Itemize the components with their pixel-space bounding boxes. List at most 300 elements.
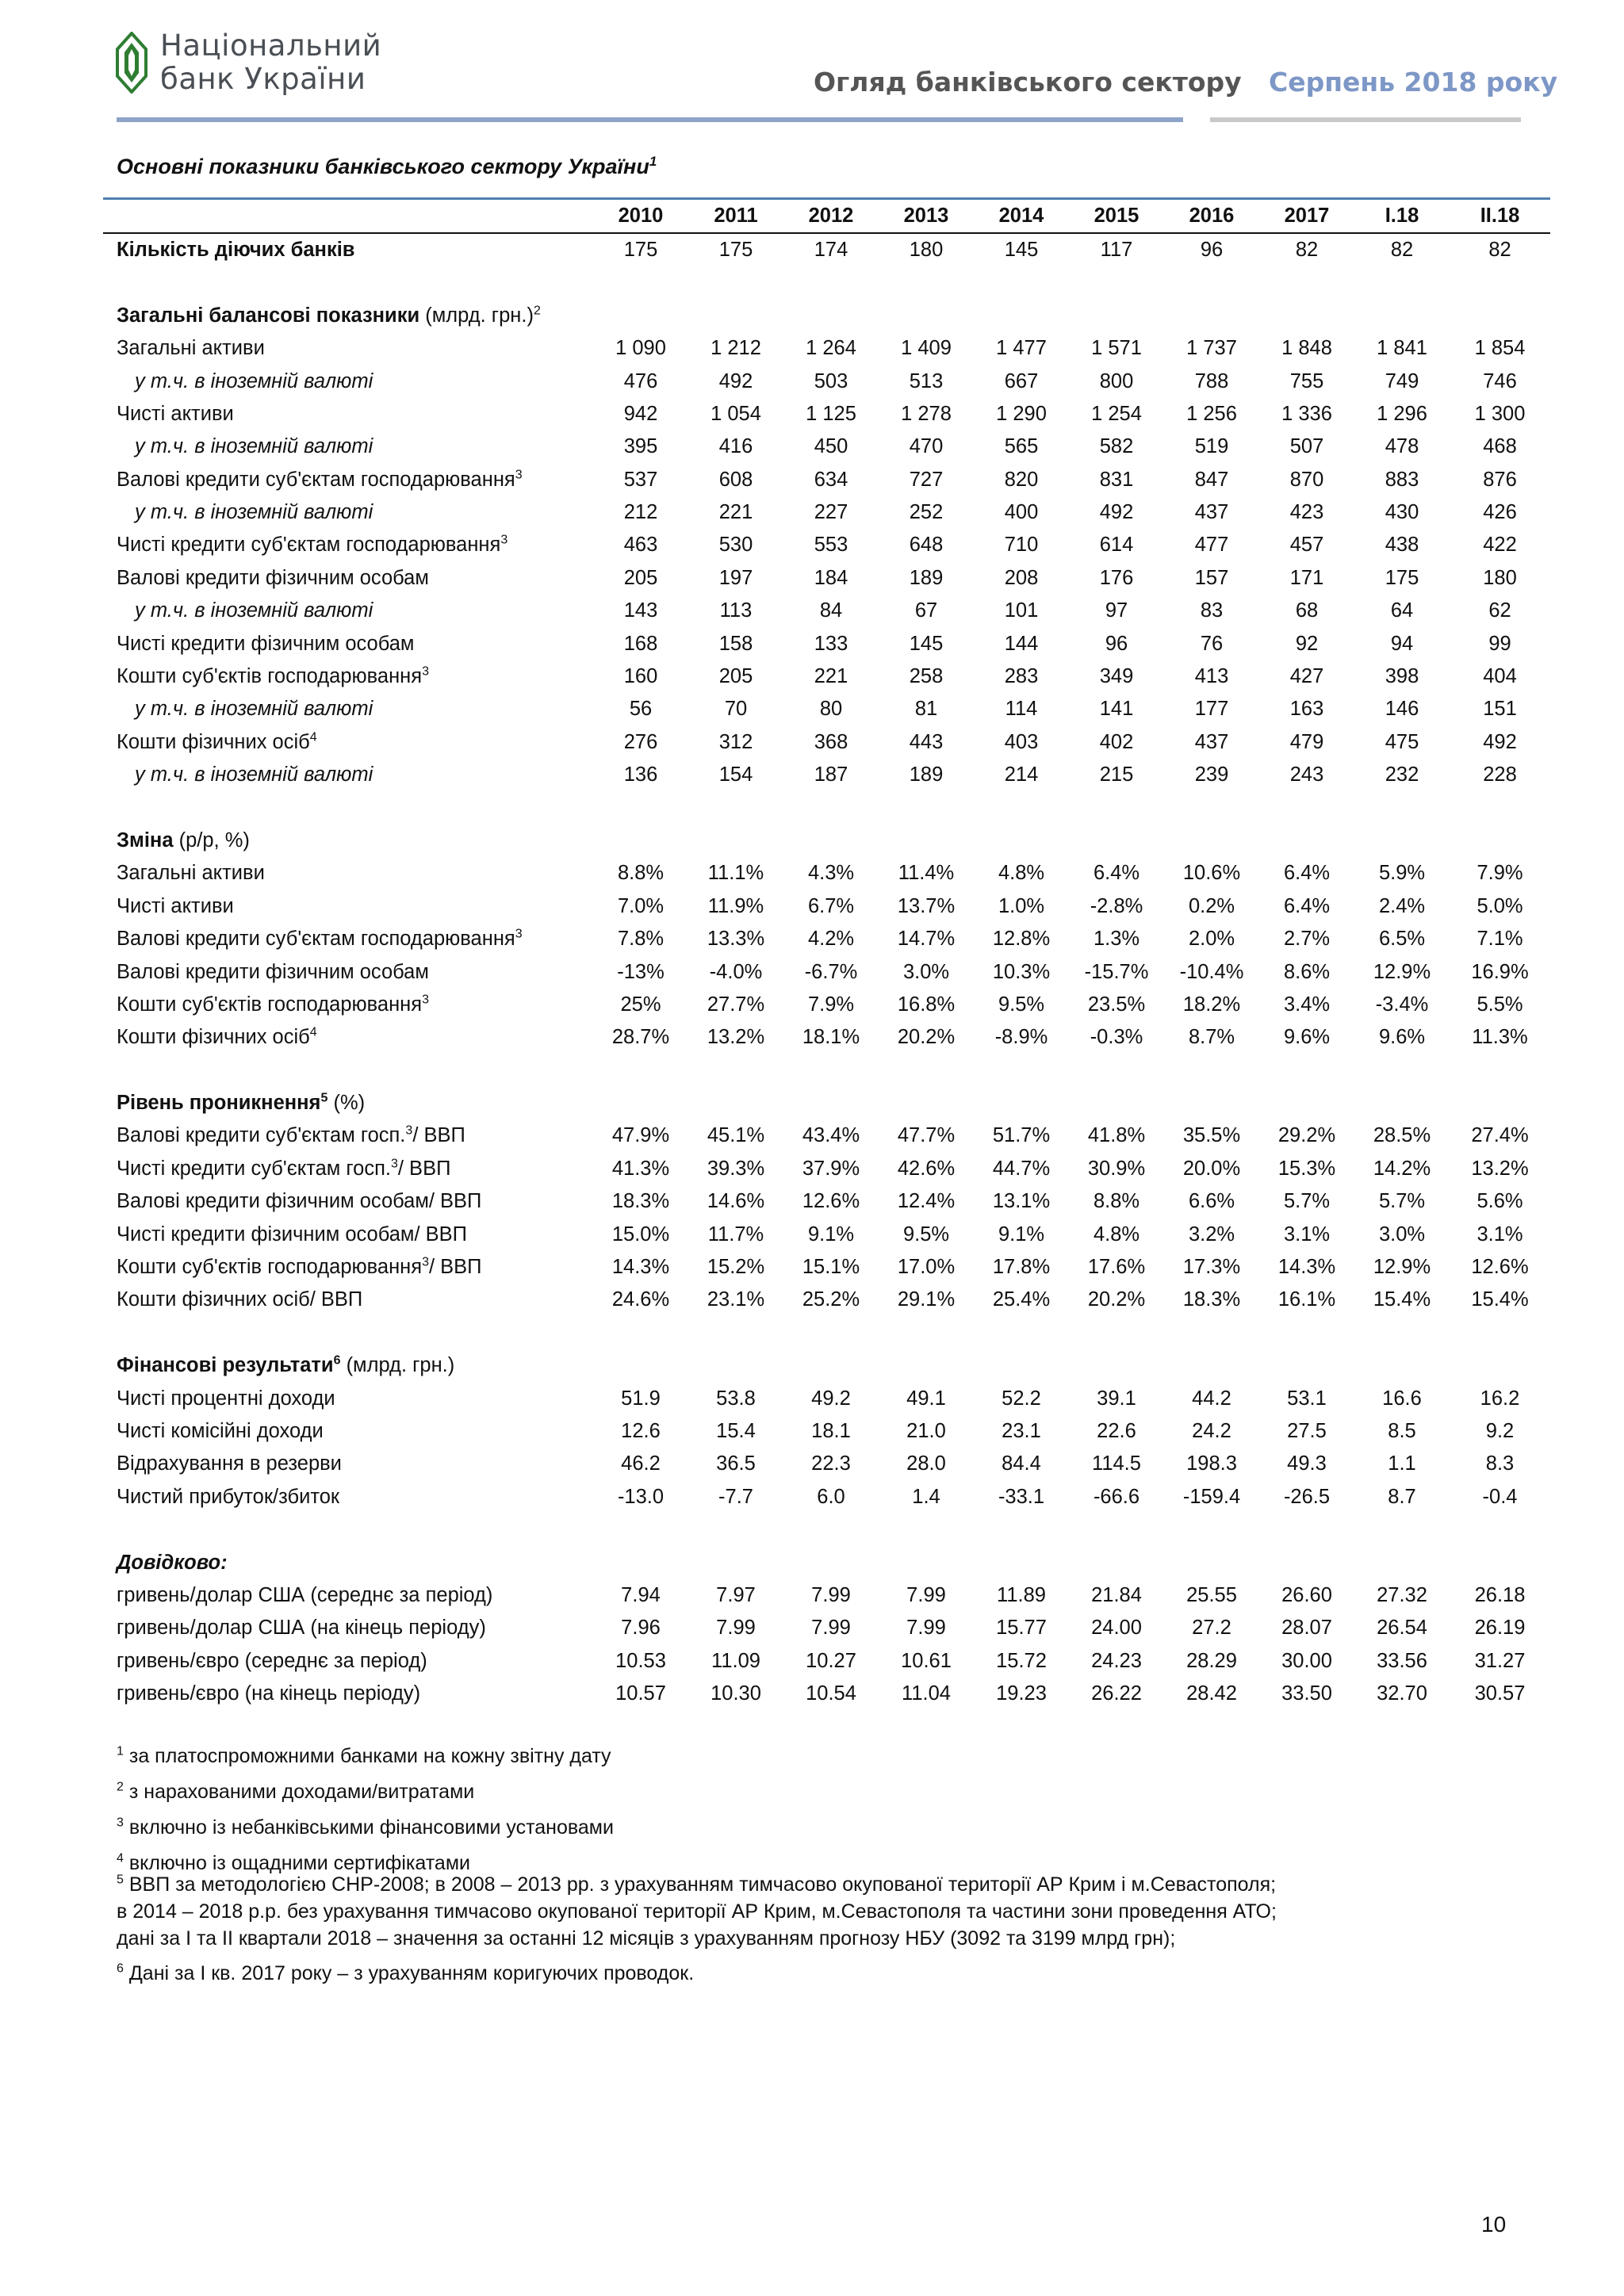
- value-cell: 1 090: [615, 337, 666, 360]
- value-cell: 47.7%: [897, 1124, 956, 1147]
- value-cell: 28.07: [1281, 1617, 1332, 1640]
- value-cell: 27.32: [1377, 1583, 1427, 1606]
- header-divider-right: [1210, 117, 1521, 122]
- value-cell: 29.1%: [897, 1288, 956, 1311]
- row-label: [103, 1448, 593, 1480]
- value-cell: 143: [623, 599, 658, 622]
- value-cell: 283: [1004, 665, 1039, 688]
- value-cell: 208: [1004, 566, 1039, 589]
- value-cell: 15.2%: [707, 1256, 765, 1279]
- row-label-text: Чисті активи: [117, 402, 234, 425]
- spacer-row: [103, 1513, 1550, 1546]
- table-top-rule: [103, 197, 1550, 200]
- footnote-5: $^5$ ВВП за методологією СНР-2008; в 2008 – 2013 рр. з урахуванням тимчасово окупованої території АР Крим і м.Севастополя;: [117, 1873, 1277, 1896]
- value-cell: 11.9%: [707, 894, 764, 917]
- row-label: [103, 1251, 593, 1284]
- table-row: [103, 1579, 1550, 1612]
- value-cell: 252: [909, 501, 944, 524]
- value-cell: 17.6%: [1087, 1256, 1146, 1279]
- value-cell: 49.3: [1287, 1452, 1327, 1475]
- spacer-row: [103, 1054, 1550, 1087]
- value-cell: 479: [1289, 730, 1324, 753]
- row-label-sup: 4: [309, 1025, 317, 1039]
- column-header: 2013: [879, 201, 974, 233]
- value-cell: 437: [1194, 501, 1229, 524]
- value-cell: 1 212: [710, 337, 761, 360]
- value-cell: 1.0%: [998, 894, 1045, 917]
- value-cell: -159.4: [1182, 1485, 1241, 1508]
- section-heading-sup: 6: [333, 1353, 341, 1368]
- value-cell: 184: [814, 566, 848, 589]
- section-heading-row: [103, 825, 1550, 857]
- value-cell: 14.2%: [1373, 1157, 1431, 1180]
- value-cell: 18.3%: [1182, 1288, 1241, 1311]
- row-label: [103, 1383, 593, 1415]
- value-cell: 1 278: [901, 402, 952, 425]
- row-label-text: у т.ч. в іноземній валюті: [135, 698, 373, 721]
- value-cell: 96: [1105, 632, 1128, 655]
- value-cell: 205: [623, 566, 658, 589]
- value-cell: 746: [1483, 369, 1517, 392]
- value-cell: 4.8%: [1093, 1223, 1140, 1246]
- value-cell: 94: [1390, 632, 1414, 655]
- value-cell: 53.8: [716, 1387, 756, 1410]
- value-cell: 5.9%: [1378, 862, 1426, 885]
- row-label-text: Валові кредити суб'єктам господарювання: [117, 928, 515, 951]
- value-cell: 187: [814, 763, 848, 786]
- value-cell: 11.09: [711, 1649, 760, 1672]
- table-row: [103, 1645, 1550, 1678]
- value-cell: 11.3%: [1472, 1026, 1528, 1049]
- value-cell: 12.9%: [1373, 960, 1431, 983]
- value-cell: -33.1: [998, 1485, 1045, 1508]
- table-row: [103, 956, 1550, 989]
- value-cell: 18.1: [811, 1420, 851, 1442]
- value-cell: 1.3%: [1093, 928, 1140, 951]
- value-cell: 49.1: [906, 1387, 946, 1410]
- value-cell: 16.9%: [1471, 960, 1529, 983]
- footnote-4: $^4$ включно із ощадними сертифікатами: [117, 1851, 470, 1874]
- value-cell: 84: [819, 599, 843, 622]
- value-cell: 1 571: [1091, 337, 1142, 360]
- row-label: [103, 857, 593, 890]
- section-heading-text: Фінансові результати: [117, 1354, 334, 1377]
- column-header: 2012: [783, 201, 879, 233]
- value-cell: 5.7%: [1283, 1190, 1331, 1213]
- table-row: [103, 628, 1550, 660]
- value-cell: 6.5%: [1378, 928, 1426, 951]
- section-heading-sup: 2: [533, 304, 541, 318]
- value-cell: 15.77: [996, 1617, 1047, 1640]
- row-label: [103, 1185, 593, 1218]
- table-row: [103, 1481, 1550, 1513]
- value-cell: 214: [1004, 763, 1039, 786]
- value-cell: 97: [1105, 599, 1128, 622]
- value-cell: 26.22: [1091, 1682, 1142, 1705]
- row-label-text: Чисті активи: [117, 894, 234, 917]
- table-row: [103, 398, 1550, 430]
- column-header: I.18: [1354, 201, 1450, 233]
- value-cell: 154: [718, 763, 753, 786]
- value-cell: 82: [1390, 238, 1414, 261]
- value-cell: 10.6%: [1182, 862, 1241, 885]
- value-cell: 39.3%: [707, 1157, 765, 1180]
- row-label-text: Валові кредити фізичним особам: [117, 960, 429, 983]
- value-cell: 7.99: [811, 1583, 851, 1606]
- header-divider-left: [117, 117, 1183, 122]
- value-cell: 37.9%: [802, 1157, 860, 1180]
- value-cell: 438: [1385, 534, 1419, 557]
- value-cell: 64: [1390, 599, 1414, 622]
- value-cell: 537: [623, 468, 658, 491]
- value-cell: 870: [1289, 468, 1324, 491]
- value-cell: 32.70: [1377, 1682, 1427, 1705]
- value-cell: 13.3%: [707, 928, 765, 951]
- table-row: [103, 1251, 1550, 1284]
- value-cell: 15.3%: [1277, 1157, 1336, 1180]
- value-cell: 755: [1289, 369, 1324, 392]
- value-cell: 15.0%: [611, 1223, 670, 1246]
- table-row: [103, 890, 1550, 923]
- table-row: [103, 365, 1550, 398]
- table-title-text: Основні показники банківського сектору України: [117, 155, 649, 178]
- value-cell: 749: [1385, 369, 1419, 392]
- value-cell: 8.7: [1388, 1485, 1416, 1508]
- value-cell: 1.4: [912, 1485, 940, 1508]
- section-heading-text: Довідково:: [117, 1551, 228, 1574]
- row-label-text: гривень/долар США (на кінець періоду): [117, 1617, 486, 1640]
- value-cell: 198.3: [1186, 1452, 1237, 1475]
- value-cell: 26.54: [1377, 1617, 1427, 1640]
- value-cell: 11.7%: [707, 1223, 764, 1246]
- section-heading: [103, 1547, 1550, 1579]
- value-cell: 1 264: [806, 337, 856, 360]
- value-cell: 133: [814, 632, 848, 655]
- section-heading-sup: 5: [320, 1091, 328, 1105]
- report-title: Огляд банківського сектору: [814, 67, 1242, 98]
- row-label-text: Чисті кредити фізичним особам/ ВВП: [117, 1223, 467, 1246]
- row-label: [103, 1415, 593, 1448]
- table-row: [103, 989, 1550, 1021]
- value-cell: 1 290: [996, 402, 1047, 425]
- value-cell: 727: [909, 468, 944, 491]
- row-label: [103, 562, 593, 595]
- value-cell: 312: [718, 730, 753, 753]
- value-cell: 24.00: [1091, 1617, 1142, 1640]
- value-cell: 7.99: [716, 1617, 756, 1640]
- value-cell: 403: [1004, 730, 1039, 753]
- value-cell: 28.7%: [611, 1026, 670, 1049]
- value-cell: 13.2%: [707, 1026, 765, 1049]
- value-cell: 450: [814, 435, 848, 458]
- row-label: [103, 693, 593, 725]
- value-cell: 239: [1194, 763, 1229, 786]
- value-cell: 1 054: [710, 402, 761, 425]
- column-header: 2010: [593, 201, 688, 233]
- value-cell: 9.6%: [1283, 1026, 1331, 1049]
- value-cell: 5.7%: [1378, 1190, 1426, 1213]
- value-cell: 634: [814, 468, 848, 491]
- value-cell: 81: [914, 698, 938, 721]
- value-cell: 9.1%: [998, 1223, 1045, 1246]
- spacer-row: [103, 1317, 1550, 1349]
- row-label-text: гривень/євро (середнє за період): [117, 1649, 427, 1672]
- value-cell: 457: [1289, 534, 1324, 557]
- row-label-text: Валові кредити суб'єктам господарювання: [117, 468, 515, 491]
- value-cell: -15.7%: [1084, 960, 1149, 983]
- value-cell: 46.2: [621, 1452, 661, 1475]
- column-header: 2011: [688, 201, 783, 233]
- value-cell: -6.7%: [804, 960, 858, 983]
- value-cell: 44.7%: [992, 1157, 1051, 1180]
- value-cell: 53.1: [1287, 1387, 1327, 1410]
- value-cell: 3.0%: [902, 960, 950, 983]
- value-cell: 648: [909, 534, 944, 557]
- row-label: [103, 595, 593, 627]
- value-cell: 84.4: [1002, 1452, 1041, 1475]
- table-row: [103, 496, 1550, 529]
- footnote-1: $^1$ за платоспроможними банками на кожну звітну дату: [117, 1744, 611, 1767]
- row-label-text: Кошти фізичних осіб/ ВВП: [117, 1288, 363, 1311]
- table-row: [103, 1185, 1550, 1218]
- value-cell: -8.9%: [994, 1026, 1048, 1049]
- value-cell: 27.7%: [707, 993, 765, 1016]
- value-cell: 8.3: [1485, 1452, 1515, 1475]
- value-cell: 2.7%: [1283, 928, 1331, 951]
- row-label: [103, 365, 593, 398]
- value-cell: 70: [724, 698, 748, 721]
- value-cell: 41.3%: [611, 1157, 670, 1180]
- value-cell: 8.6%: [1283, 960, 1331, 983]
- row-label-text: Кількість діючих банків: [117, 238, 355, 261]
- row-label: [103, 1153, 593, 1185]
- value-cell: 10.30: [710, 1682, 761, 1705]
- value-cell: 21.84: [1091, 1583, 1142, 1606]
- value-cell: 22.3: [811, 1452, 851, 1475]
- value-cell: 99: [1488, 632, 1511, 655]
- value-cell: 565: [1004, 435, 1039, 458]
- header-label-cell: [103, 201, 593, 233]
- value-cell: 10.53: [615, 1649, 666, 1672]
- logo-text-line1: Національний: [160, 29, 382, 63]
- value-cell: 197: [718, 566, 753, 589]
- value-cell: 470: [909, 435, 944, 458]
- value-cell: 51.9: [621, 1387, 661, 1410]
- row-label-text: Чисті процентні доходи: [117, 1387, 335, 1410]
- value-cell: 117: [1100, 238, 1133, 261]
- footnote-2: $^2$ з нарахованими доходами/витратами: [117, 1780, 475, 1803]
- row-label-text: гривень/долар США (середнє за період): [117, 1583, 493, 1606]
- value-cell: 28.42: [1186, 1682, 1237, 1705]
- row-label-text: Відрахування в резерви: [117, 1452, 342, 1475]
- value-cell: 400: [1004, 501, 1039, 524]
- value-cell: 1 300: [1474, 402, 1526, 425]
- value-cell: 30.57: [1474, 1682, 1526, 1705]
- section-heading: [103, 825, 1550, 857]
- value-cell: 175: [1385, 566, 1419, 589]
- value-cell: 276: [623, 730, 658, 753]
- value-cell: 7.97: [716, 1583, 756, 1606]
- value-cell: 477: [1194, 534, 1229, 557]
- value-cell: 25%: [620, 993, 661, 1016]
- value-cell: 3.2%: [1188, 1223, 1235, 1246]
- value-cell: 368: [814, 730, 848, 753]
- value-cell: -0.4: [1482, 1485, 1518, 1508]
- value-cell: 76: [1200, 632, 1224, 655]
- value-cell: 158: [718, 632, 753, 655]
- indicators-table: [103, 201, 1550, 1711]
- value-cell: 21.0: [906, 1420, 946, 1442]
- value-cell: 12.6: [621, 1420, 661, 1442]
- value-cell: 19.23: [996, 1682, 1047, 1705]
- value-cell: 3.4%: [1283, 993, 1331, 1016]
- value-cell: 12.8%: [992, 928, 1051, 951]
- value-cell: 27.2: [1192, 1617, 1231, 1640]
- row-label: [103, 956, 593, 989]
- value-cell: 42.6%: [897, 1157, 956, 1180]
- value-cell: 10.57: [615, 1682, 666, 1705]
- value-cell: 15.4: [716, 1420, 756, 1442]
- value-cell: 7.9%: [807, 993, 855, 1016]
- row-label-sup: 3: [515, 468, 523, 482]
- table-row: [103, 1153, 1550, 1185]
- value-cell: 14.6%: [707, 1190, 765, 1213]
- value-cell: 24.6%: [611, 1288, 670, 1311]
- value-cell: 413: [1194, 665, 1229, 688]
- value-cell: 9.5%: [902, 1223, 950, 1246]
- value-cell: 507: [1289, 435, 1324, 458]
- value-cell: 8.8%: [617, 862, 665, 885]
- row-label: [103, 628, 593, 660]
- report-date: Серпень 2018 року: [1269, 67, 1558, 98]
- value-cell: 4.3%: [807, 862, 855, 885]
- table-row: [103, 693, 1550, 725]
- row-label: [103, 1120, 593, 1153]
- row-label-text: гривень/євро (на кінець періоду): [117, 1682, 421, 1705]
- value-cell: 883: [1385, 468, 1419, 491]
- value-cell: 101: [1004, 599, 1039, 622]
- row-label: [103, 233, 593, 266]
- table-row: [103, 1383, 1550, 1415]
- value-cell: 6.0: [817, 1485, 845, 1508]
- value-cell: 503: [814, 369, 848, 392]
- value-cell: 831: [1099, 468, 1134, 491]
- value-cell: 25.55: [1186, 1583, 1237, 1606]
- value-cell: 227: [814, 501, 848, 524]
- value-cell: 49.2: [811, 1387, 851, 1410]
- row-label-text: Валові кредити фізичним особам/ ВВП: [117, 1190, 482, 1213]
- row-label: [103, 1219, 593, 1251]
- footnote-5-line2: в 2014 – 2018 р.р. без урахування тимчасово окупованої території АР Крим, м.Севастополя та частини зони проведення АТО;: [117, 1900, 1277, 1923]
- value-cell: 180: [1483, 566, 1517, 589]
- value-cell: 18.1%: [802, 1026, 860, 1049]
- footnote-6: $^6$ Дані за I кв. 2017 року – з урахуванням коригуючих проводок.: [117, 1961, 695, 1984]
- value-cell: 16.8%: [897, 993, 956, 1016]
- section-heading: [103, 1349, 1550, 1382]
- value-cell: 17.8%: [992, 1256, 1051, 1279]
- value-cell: 437: [1194, 730, 1229, 753]
- value-cell: 23.5%: [1087, 993, 1146, 1016]
- value-cell: 513: [909, 369, 944, 392]
- row-label-text: Кошти фізичних осіб: [117, 730, 310, 753]
- value-cell: 221: [718, 501, 753, 524]
- section-heading-row: [103, 1087, 1550, 1119]
- value-cell: 24.23: [1091, 1649, 1142, 1672]
- value-cell: 349: [1099, 665, 1134, 688]
- value-cell: 10.54: [806, 1682, 856, 1705]
- value-cell: 17.3%: [1182, 1256, 1241, 1279]
- value-cell: 1 841: [1377, 337, 1427, 360]
- value-cell: 20.2%: [1087, 1288, 1146, 1311]
- value-cell: 6.7%: [807, 894, 855, 917]
- value-cell: 7.99: [906, 1617, 946, 1640]
- value-cell: 25.2%: [802, 1288, 860, 1311]
- page-number: 10: [1481, 2212, 1507, 2237]
- value-cell: 3.0%: [1378, 1223, 1426, 1246]
- value-cell: 157: [1194, 566, 1229, 589]
- value-cell: 4.8%: [998, 862, 1045, 885]
- value-cell: 7.99: [811, 1617, 851, 1640]
- value-cell: -7.7: [718, 1485, 753, 1508]
- value-cell: -2.8%: [1090, 894, 1143, 917]
- value-cell: 395: [623, 435, 658, 458]
- value-cell: 9.2: [1485, 1420, 1515, 1442]
- value-cell: 1 848: [1281, 337, 1332, 360]
- value-cell: 553: [814, 534, 848, 557]
- section-heading-row: [103, 1547, 1550, 1579]
- row-label-text: Валові кредити фізичним особам: [117, 566, 429, 589]
- value-cell: 422: [1483, 534, 1517, 557]
- value-cell: 92: [1295, 632, 1319, 655]
- value-cell: 7.99: [906, 1583, 946, 1606]
- table-row: [103, 595, 1550, 627]
- value-cell: 114.5: [1092, 1452, 1141, 1475]
- table-title: [117, 155, 657, 179]
- table-row: [103, 1120, 1550, 1153]
- value-cell: 10.61: [901, 1649, 952, 1672]
- value-cell: 228: [1483, 763, 1517, 786]
- value-cell: 24.2: [1192, 1420, 1231, 1442]
- value-cell: 51.7%: [992, 1124, 1051, 1147]
- value-cell: 582: [1099, 435, 1134, 458]
- value-cell: 14.7%: [897, 928, 956, 951]
- value-cell: 52.2: [1002, 1387, 1041, 1410]
- value-cell: 2.4%: [1378, 894, 1426, 917]
- value-cell: 205: [718, 665, 753, 688]
- value-cell: 423: [1289, 501, 1324, 524]
- column-header: 2014: [974, 201, 1069, 233]
- value-cell: 26.18: [1474, 1583, 1526, 1606]
- value-cell: 215: [1099, 763, 1134, 786]
- value-cell: 28.29: [1186, 1649, 1237, 1672]
- section-heading: [103, 1087, 1550, 1119]
- value-cell: 18.2%: [1182, 993, 1241, 1016]
- value-cell: 0.2%: [1188, 894, 1235, 917]
- value-cell: 36.5: [716, 1452, 756, 1475]
- row-label: [103, 1645, 593, 1678]
- section-unit: (млрд. грн.): [425, 304, 534, 327]
- value-cell: 41.8%: [1087, 1124, 1146, 1147]
- row-label: [103, 759, 593, 791]
- value-cell: 62: [1488, 599, 1511, 622]
- value-cell: 710: [1004, 534, 1039, 557]
- value-cell: 67: [914, 599, 938, 622]
- value-cell: 11.1%: [707, 862, 764, 885]
- section-heading-text: Зміна: [117, 828, 174, 851]
- value-cell: 800: [1099, 369, 1134, 392]
- value-cell: 232: [1385, 763, 1419, 786]
- row-label-text: Кошти суб'єктів господарювання: [117, 665, 423, 688]
